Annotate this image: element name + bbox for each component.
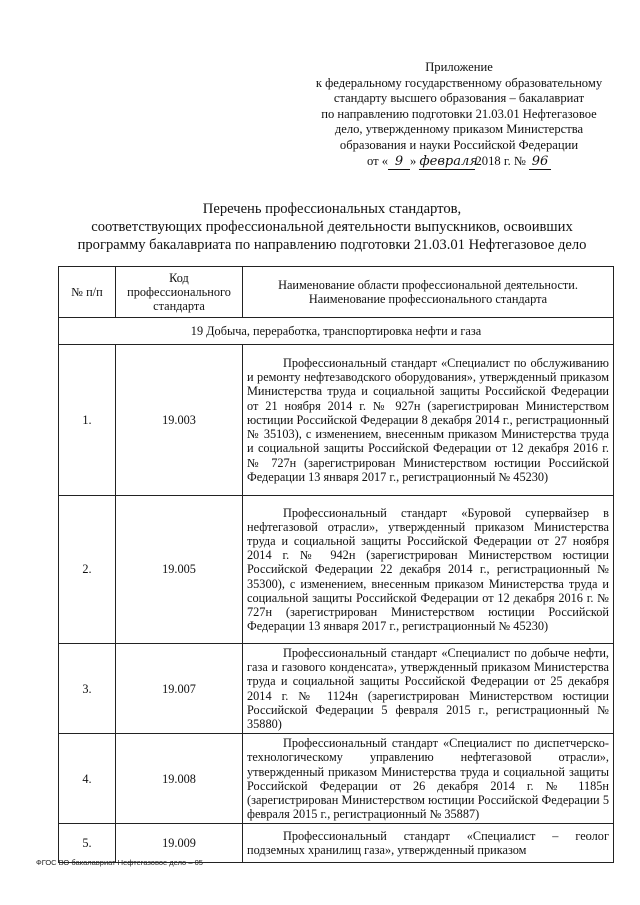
row-text-paragraph: Профессиональный стандарт «Специалист по добыче нефти, газа и газового конденсата», утвержденный приказом Министерства труда и социальной защиты Российской Федерации от 25 декабря 2014 г. № 1124н (зарегистрирован Министерством юстиции Российской Федерации 5 февраля 2015 г., регистрационный № 35880) (247, 646, 609, 732)
row-text (243, 824, 614, 863)
table-header-row (59, 267, 614, 318)
appendix-block (300, 60, 618, 170)
title-line: программу бакалавриата по направлению подготовки 21.03.01 Нефтегазовое дело (77, 237, 587, 253)
table-row (59, 734, 614, 824)
appendix-line: к федеральному государственному образовательному (315, 75, 603, 90)
row-num: 1. (59, 345, 116, 496)
handwritten-month: февраля (419, 153, 478, 169)
row-text-paragraph: Профессиональный стандарт «Буровой супервайзер в нефтегазовой отрасли», утвержденный приказом Министерства труда и социальной защиты Российской Федерации от 27 ноября 2014 г. № 942н (зарегистрирован Министерством юстиции Российской Федерации 22 декабря 2014 г., регистрационный № 35300), с изменением, внесенным приказом Министерства труда и социальной защиты Российской Федерации от 12 декабря 2016 г. № 727н (зарегистрирован Министерством юстиции Российской Федерации 13 января 2017 г., регистрационный № 45230) (247, 505, 609, 634)
date-suffix: 2018 г. № (475, 153, 526, 168)
row-text (243, 345, 614, 496)
row-code: 19.005 (116, 496, 243, 644)
row-code: 19.009 (116, 824, 243, 863)
row-num: 3. (59, 644, 116, 734)
row-code: 19.003 (116, 345, 243, 496)
header-code: Код профессионального стандарта (116, 267, 243, 318)
appendix-line: стандарту высшего образования – бакалавриат (333, 91, 585, 106)
document-title (52, 200, 612, 254)
table-row (59, 496, 614, 644)
handwritten-day: 9 (388, 154, 410, 171)
row-text (243, 496, 614, 644)
appendix-line: образования и науки Российской Федерации (339, 137, 579, 152)
row-num: 4. (59, 734, 116, 824)
page-footer: ФГОС ВО бакалавриат Нефтегазовое дело – 05 (36, 858, 203, 867)
date-prefix: от « (366, 153, 389, 168)
header-num: № п/п (59, 267, 116, 318)
handwritten-number: 96 (529, 154, 551, 171)
row-text-paragraph: Профессиональный стандарт «Специалист по диспетчерско-технологическому управлению нефтегазовой отрасли», утвержденный приказом Министерства труда и социальной защиты Российской Федерации от 26 декабря 2014 г. № 1185н (зарегистрирован Министерством юстиции Российской Федерации 5 февраля 2015 г., регистрационный № 35887) (247, 736, 609, 822)
row-text-paragraph: Профессиональный стандарт «Специалист – геолог подземных хранилищ газа», утвержденный приказом (247, 829, 609, 858)
row-num: 2. (59, 496, 116, 644)
appendix-line: Приложение (425, 60, 493, 74)
table-row (59, 345, 614, 496)
section-title: 19 Добыча, переработка, транспортировка нефти и газа (59, 318, 614, 345)
row-text (243, 644, 614, 734)
row-code: 19.008 (116, 734, 243, 824)
table-row (59, 644, 614, 734)
section-row (59, 318, 614, 345)
row-code: 19.007 (116, 644, 243, 734)
appendix-date-line (300, 154, 618, 171)
appendix-line: по направлению подготовки 21.03.01 Нефтегазовое (321, 106, 597, 121)
title-line: соответствующих профессиональной деятельности выпускников, освоивших (91, 219, 573, 235)
title-line: Перечень профессиональных стандартов, (202, 201, 462, 217)
appendix-line: дело, утвержденному приказом Министерства (334, 122, 584, 137)
standards-table (58, 266, 614, 863)
header-name: Наименование области профессиональной деятельности. Наименование профессионального стандарта (243, 267, 614, 318)
row-text (243, 734, 614, 824)
row-num: 5. (59, 824, 116, 863)
row-text-paragraph: Профессиональный стандарт «Специалист по обслуживанию и ремонту нефтезаводского оборудования», утвержденный приказом Министерства труда и социальной защиты Российской Федерации от 21 ноября 2014 г. № 927н (зарегистрирован Министерством юстиции Российской Федерации 8 декабря 2014 г., регистрационный № 35103), с изменением, внесенным приказом Министерства труда и социальной защиты Российской Федерации от 12 декабря 2016 г. № 727н (зарегистрирован Министерством юстиции Российской Федерации 13 января 2017 г., регистрационный № 45230) (247, 356, 609, 484)
date-mid: » (410, 153, 417, 168)
